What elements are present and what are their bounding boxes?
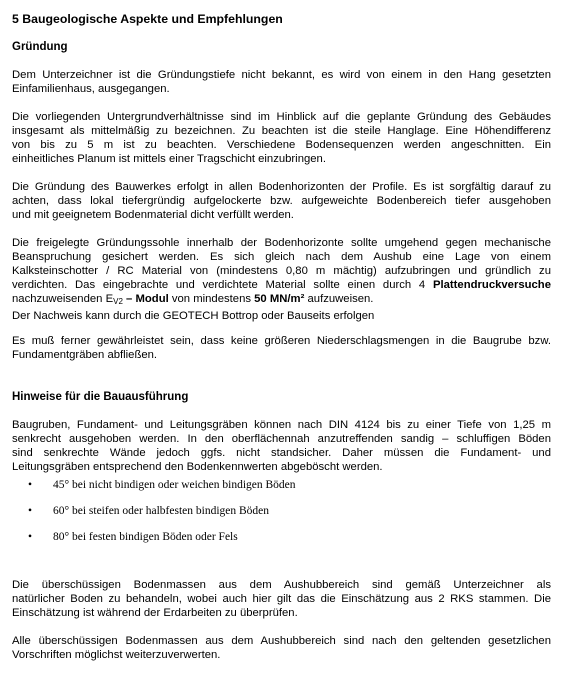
paragraph-hinweise-1 <box>12 418 551 474</box>
text-line: von bis zu 5 m ist zu beachten. Verschiedene Bodensequenzen werden angeschnitten. Ein <box>12 139 551 151</box>
list-item-text: 45° bei nicht bindigen oder weichen bindigen Böden <box>53 479 296 491</box>
text-line: sind senkrechte Wände jedoch ggfs. nicht standsicher. Daher müssen die Fundament- und <box>12 447 551 459</box>
text-line: senkrecht ausgehoben werden. In den oberflächennah anzutreffenden sandig – schluffigen Böden <box>12 433 551 445</box>
bullet-icon: • <box>28 531 33 543</box>
text-line: und mit geeignetem Bodenmaterial dicht verfüllt werden. <box>12 209 294 221</box>
list-item-text: 80° bei festen bindigen Böden oder Fels <box>53 531 238 543</box>
text-line: Die überschüssigen Bodenmassen aus dem Aushubbereich sind gemäß Unterzeichner als <box>12 579 551 591</box>
text-line: Einfamilienhaus, ausgegangen. <box>12 83 170 95</box>
text-line: Kalksteinschotter / RC Material von (mindestens 0,80 m mächtig) aufzubringen und gründlich zu <box>12 265 551 277</box>
text-line: Die freigelegte Gründungssohle innerhalb der Bodenhorizonte sollte umgehend gegen mechanische <box>12 237 551 249</box>
text-line: Einschätzung ist während der Erdarbeiten zu überprüfen. <box>12 607 298 619</box>
text-line: einheitliches Planum ist mittels einer Tragschicht einzubringen. <box>12 153 326 165</box>
bullet-icon: • <box>28 505 33 517</box>
heading-gruendung: Gründung <box>12 41 68 53</box>
paragraph-gruendung-3 <box>12 180 551 222</box>
text-fragment: aufzuweisen. <box>304 293 374 305</box>
text-line: Die Gründung des Bauwerkes erfolgt in allen Bodenhorizonten der Profile. Es ist sorgfältig darauf zu <box>12 181 551 193</box>
bold-modul: – Modul <box>122 293 169 305</box>
text-fragment: verdichten. Das eingebrachte und verdichtete Material sollte einen durch 4 <box>12 279 433 291</box>
text-line: Leitungsgräben entsprechend den Bodenkennwerten abgeböscht werden. <box>12 461 383 473</box>
text-line: Fundamentgräben abfließen. <box>12 349 158 361</box>
section-title: 5 Baugeologische Aspekte und Empfehlungen <box>12 12 283 26</box>
bold-plattendruckversuche: Plattendruckversuche <box>432 279 551 291</box>
text-line: achten, dass lokal tiefergründig aufgelockerte bzw. aufgeweichte Bodenbereich tiefer ausgehoben <box>12 195 551 207</box>
list-item-text: 60° bei steifen oder halbfesten bindigen Böden <box>53 505 270 517</box>
paragraph-gruendung-2 <box>12 110 551 166</box>
text-line: insgesamt als mittelmäßig zu bezeichnen. Zu beachten ist die steile Hanglage. Eine Höhendifferenz <box>12 125 551 137</box>
text-line: Vorschriften möglichst weiterzuverwerten. <box>12 649 221 661</box>
paragraph-hinweise-2 <box>12 578 551 620</box>
text-line: Der Nachweis kann durch die GEOTECH Bottrop oder Bauseits erfolgen <box>12 310 375 322</box>
text-line: Es muß ferner gewährleistet sein, dass keine größeren Niederschlagsmengen in die Baugrube bzw. <box>12 335 551 347</box>
heading-hinweise: Hinweise für die Bauausführung <box>12 391 189 403</box>
text-line: Alle überschüssigen Bodenmassen aus dem Aushubbereich sind nach den geltenden gesetzlichen <box>12 635 551 647</box>
text-line-mixed <box>12 278 551 292</box>
paragraph-gruendung-4 <box>12 236 551 323</box>
text-fragment: nachzuweisenden E <box>12 293 114 305</box>
text-line: natürlicher Boden zu behandeln, wobei auch hier gilt das die Einschätzung aus 2 RKS stammen. Die <box>12 593 551 605</box>
text-line: Beanspruchung gesichert werden. Es sich gleich nach dem Aushub eine Lage von einem <box>12 251 551 263</box>
text-line: Die vorliegenden Untergrundverhältnisse sind im Hinblick auf die geplante Gründung des Gebäudes <box>12 111 551 123</box>
paragraph-gruendung-5 <box>12 334 551 362</box>
text-line: Baugruben, Fundament- und Leitungsgräben können nach DIN 4124 bis zu einer Tiefe von 1,25 m <box>12 419 551 431</box>
subscript-v2: V2 <box>113 297 123 306</box>
paragraph-gruendung-1 <box>12 68 551 96</box>
bold-value: 50 MN/m² <box>254 293 305 305</box>
text-fragment: von mindestens <box>168 293 255 305</box>
text-line-mixed <box>12 292 551 309</box>
paragraph-hinweise-3 <box>12 634 551 662</box>
text-line: Dem Unterzeichner ist die Gründungstiefe nicht bekannt, es wird von einem in den Hang gesetzten <box>12 69 551 81</box>
bullet-icon: • <box>28 479 33 491</box>
